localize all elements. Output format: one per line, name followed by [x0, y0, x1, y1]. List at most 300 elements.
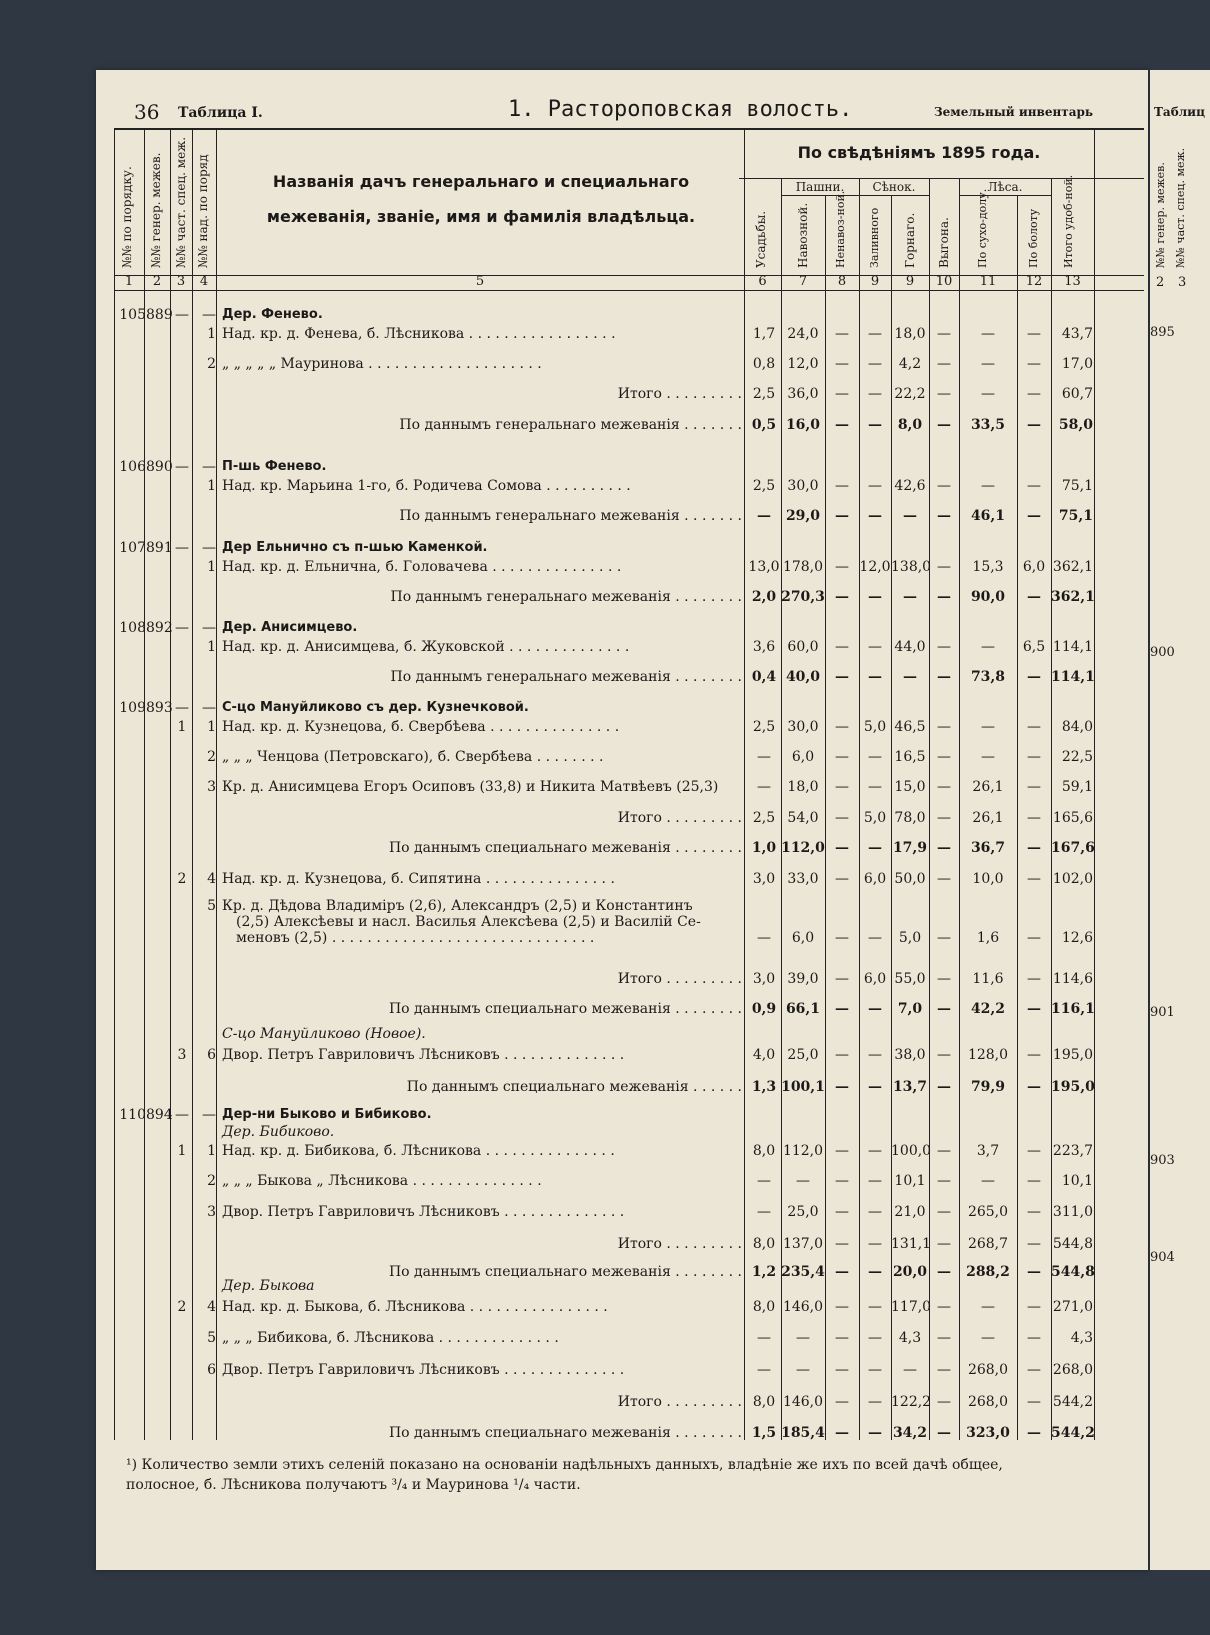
cell-value: 8,0 — [752, 1236, 776, 1252]
cell-value: 3,6 — [752, 639, 776, 655]
row-c3: — — [175, 459, 189, 475]
cell-value: 46,1 — [970, 508, 1006, 524]
cell-value: — — [1027, 508, 1041, 524]
cell-value: 268,0 — [967, 1362, 1009, 1378]
cell-value: 75,1 — [1061, 478, 1093, 494]
row-c4: 1 — [207, 478, 216, 494]
cell-value: 25,0 — [787, 1047, 819, 1063]
cell-value: 0,5 — [751, 417, 777, 433]
cell-value: — — [835, 1047, 849, 1063]
next-page-table-label: Таблиц — [1154, 105, 1205, 119]
row-c2: 892 — [146, 620, 173, 636]
cell-value: 60,0 — [787, 639, 819, 655]
cell-value: — — [835, 1299, 849, 1315]
cell-value: 13,7 — [892, 1079, 928, 1095]
cell-value: 12,6 — [1061, 930, 1093, 946]
cell-value: — — [1027, 1394, 1041, 1410]
row-c4: 3 — [207, 1204, 216, 1220]
cell-value: 6,0 — [791, 749, 815, 765]
col-head-usadby: Усадьбы. — [754, 210, 768, 268]
row-name-continued: (2,5) Алексѣевы и насл. Василья Алексѣева (2,5) и Василій Се- — [236, 914, 701, 930]
cell-value: 10,1 — [1061, 1173, 1093, 1189]
row-c3: — — [175, 540, 189, 556]
cell-value: 8,0 — [752, 1394, 776, 1410]
cell-value: 116,1 — [1051, 1001, 1095, 1017]
column-number: 10 — [935, 274, 953, 289]
row-name: Над. кр. д. Кузнецова, б. Свербѣева . . . . . . . . . . . . . . . — [222, 719, 620, 735]
row-name: Итого . . . . . . . . . — [617, 386, 742, 402]
row-c4: — — [202, 620, 216, 636]
cell-value: 10,1 — [894, 1173, 926, 1189]
cell-value: — — [1027, 871, 1041, 887]
cell-value: — — [937, 1173, 951, 1189]
row-name: Итого . . . . . . . . . — [617, 810, 742, 826]
cell-value: — — [1027, 1299, 1041, 1315]
row-c4: — — [202, 459, 216, 475]
row-name: Над. кр. д. Ельнична, б. Головачева . . . . . . . . . . . . . . . — [222, 559, 622, 575]
cell-value: 138,0 — [891, 559, 932, 575]
cell-value: 16,0 — [785, 417, 821, 433]
cell-value: 544,8 — [1052, 1236, 1093, 1252]
cell-value: 6,5 — [1022, 639, 1046, 655]
cell-value: — — [835, 971, 849, 987]
cell-value: 5,0 — [863, 719, 887, 735]
table-row — [96, 715, 1148, 739]
column-number: 9 — [870, 274, 880, 289]
cell-value: 0,4 — [751, 669, 777, 685]
cell-value: — — [937, 1079, 951, 1095]
cell-value: 0,8 — [752, 356, 776, 372]
cell-value: — — [937, 719, 951, 735]
cell-value: 39,0 — [787, 971, 819, 987]
cell-value: 4,3 — [898, 1330, 922, 1346]
cell-value: 100,0 — [891, 1143, 932, 1159]
cell-value: — — [868, 589, 882, 605]
row-c1: 105 — [119, 307, 146, 323]
cell-value: — — [1027, 1173, 1041, 1189]
cell-value: 26,1 — [972, 810, 1004, 826]
row-name: Дер. Быкова — [222, 1278, 315, 1294]
cell-value: — — [1027, 1330, 1041, 1346]
row-name: Дер. Бибиково. — [222, 1124, 335, 1140]
cell-value: — — [835, 1362, 849, 1378]
table-row — [96, 1390, 1148, 1414]
table-row — [96, 555, 1148, 579]
cell-value: 17,0 — [1061, 356, 1093, 372]
cell-value: 544,2 — [1052, 1394, 1093, 1410]
cell-value: — — [835, 1264, 849, 1280]
cell-value: 21,0 — [894, 1204, 926, 1220]
cell-value: — — [981, 326, 995, 342]
cell-value: 4,2 — [898, 356, 922, 372]
cell-value: — — [937, 669, 951, 685]
cell-value: 3,0 — [752, 971, 776, 987]
row-name: Кр. д. Анисимцева Егоръ Осиповъ (33,8) и Никита Матвѣевъ (25,3) — [222, 779, 719, 795]
cell-value: — — [757, 1204, 771, 1220]
table-row — [96, 1326, 1148, 1350]
cell-value: — — [868, 1001, 882, 1017]
col-head-po-suho: По сухо-долу. — [976, 188, 989, 268]
table-row — [96, 967, 1148, 991]
cell-value: — — [937, 871, 951, 887]
cell-value: — — [1027, 971, 1041, 987]
row-name: По даннымъ генеральнаго межеванія . . . . . . . . — [390, 589, 742, 605]
cell-value: — — [835, 1394, 849, 1410]
cell-value: 544,2 — [1051, 1425, 1095, 1441]
sub-rule — [781, 195, 929, 196]
row-name: По даннымъ специальнаго межеванія . . . . . . . . — [388, 1425, 742, 1441]
row-name: „ „ „ „ „ Мауринова . . . . . . . . . . . . . . . . . . . . — [222, 356, 542, 372]
cell-value: — — [1027, 1079, 1041, 1095]
cell-value: 1,5 — [751, 1425, 777, 1441]
cell-value: — — [835, 1001, 849, 1017]
column-number: 3 — [176, 274, 186, 289]
cell-value: 10,0 — [972, 871, 1004, 887]
cell-value: 42,6 — [894, 478, 926, 494]
cell-value: 114,1 — [1052, 639, 1093, 655]
row-c4: 4 — [207, 871, 216, 887]
cell-value: — — [835, 669, 849, 685]
row-name: По даннымъ специальнаго межеванія . . . . . . . . — [388, 1264, 742, 1280]
cell-value: 3,0 — [752, 871, 776, 887]
cell-value: — — [835, 840, 849, 856]
row-name: По даннымъ специальнаго межеванія . . . . . . . . — [388, 840, 742, 856]
cell-value: 102,0 — [1052, 871, 1093, 887]
cell-value: — — [835, 639, 849, 655]
row-name: Над. кр. д. Бибикова, б. Лѣсникова . . . . . . . . . . . . . . . — [222, 1143, 615, 1159]
cell-value: — — [1027, 1362, 1041, 1378]
cell-value: 13,0 — [748, 559, 780, 575]
cell-value: — — [868, 1264, 882, 1280]
cell-value: 75,1 — [1058, 508, 1093, 524]
cell-value: 146,0 — [782, 1394, 824, 1410]
table-row — [96, 413, 1148, 437]
row-c4: 1 — [207, 326, 216, 342]
cell-value: — — [868, 478, 882, 494]
cell-value: — — [868, 1299, 882, 1315]
cell-value: — — [835, 386, 849, 402]
cell-value: 2,0 — [751, 589, 777, 605]
cell-value: — — [981, 386, 995, 402]
cell-value: 33,5 — [970, 417, 1006, 433]
cell-value: 16,5 — [894, 749, 926, 765]
column-number: 2 — [152, 274, 162, 289]
next-page-col-num: 3 — [1178, 275, 1187, 290]
cell-value: 18,0 — [787, 779, 819, 795]
cell-value: — — [868, 1173, 882, 1189]
next-page-entry: 900 — [1150, 645, 1175, 660]
cell-value: 1,3 — [751, 1079, 777, 1095]
cell-value: 146,0 — [782, 1299, 824, 1315]
cell-value: 33,0 — [787, 871, 819, 887]
cell-value: 323,0 — [966, 1425, 1010, 1441]
cell-value: 30,0 — [787, 478, 819, 494]
cell-value: — — [1027, 749, 1041, 765]
cell-value: — — [1027, 386, 1041, 402]
column-number: 7 — [798, 274, 808, 289]
cell-value: — — [835, 779, 849, 795]
table-row — [96, 1295, 1148, 1319]
cell-value: — — [937, 1204, 951, 1220]
cell-value: 1,6 — [976, 930, 1000, 946]
cell-value: 73,8 — [970, 669, 1006, 685]
cell-value: — — [868, 779, 882, 795]
row-name: Дер-ни Быково и Бибиково. — [222, 1107, 432, 1122]
row-c2: 890 — [146, 459, 173, 475]
cell-value: — — [868, 1047, 882, 1063]
row-c3: 3 — [177, 1047, 187, 1063]
cell-value: 58,0 — [1058, 417, 1093, 433]
row-name: По даннымъ специальнаго межеванія . . . . . . . . — [388, 1001, 742, 1017]
cell-value: — — [937, 1425, 951, 1441]
cell-value: — — [937, 559, 951, 575]
cell-value: — — [868, 508, 882, 524]
cell-value: — — [868, 1362, 882, 1378]
row-name: Итого . . . . . . . . . — [617, 1394, 742, 1410]
cell-value: 3,7 — [976, 1143, 1000, 1159]
cell-value: — — [937, 1394, 951, 1410]
cell-value: — — [835, 1330, 849, 1346]
cell-value: 112,0 — [781, 840, 825, 856]
cell-value: — — [757, 749, 771, 765]
cell-value: 167,6 — [1051, 840, 1095, 856]
next-page-col-head: №№ част. спец. меж. — [1174, 147, 1187, 268]
table-label: Таблица I. — [178, 105, 263, 121]
cell-value: — — [835, 589, 849, 605]
cell-value: — — [868, 1394, 882, 1410]
cell-value: — — [937, 971, 951, 987]
cell-value: 178,0 — [782, 559, 824, 575]
cell-value: 42,2 — [970, 1001, 1006, 1017]
row-name: Двор. Петръ Гавриловичъ Лѣсниковъ . . . . . . . . . . . . . . — [222, 1047, 625, 1063]
column-number: 11 — [979, 274, 997, 289]
cell-value: — — [981, 719, 995, 735]
cell-value: 11,6 — [972, 971, 1004, 987]
cell-value: — — [1027, 589, 1041, 605]
cell-value: — — [868, 749, 882, 765]
row-name: П-шь Фенево. — [222, 459, 327, 474]
cell-value: 117,0 — [891, 1299, 932, 1315]
cell-value: 79,9 — [970, 1079, 1006, 1095]
col-head-navosn: Навозной. — [796, 202, 810, 268]
cell-value: 100,1 — [781, 1079, 825, 1095]
cell-value: — — [937, 1143, 951, 1159]
cell-value: — — [903, 1362, 917, 1378]
cell-value: — — [868, 930, 882, 946]
cell-value: — — [937, 930, 951, 946]
cell-value: 2,5 — [752, 810, 776, 826]
column-number: 1 — [124, 274, 134, 289]
column-number: 4 — [199, 274, 209, 289]
table-row — [96, 867, 1148, 891]
cell-value: 90,0 — [970, 589, 1006, 605]
cell-value: — — [937, 508, 951, 524]
cell-value: — — [796, 1330, 810, 1346]
cell-value: 131,1 — [891, 1236, 932, 1252]
page-title: 1. Растороповская волость. — [508, 97, 853, 122]
row-c4: 1 — [207, 719, 216, 735]
cell-value: 362,1 — [1052, 559, 1093, 575]
cell-value: — — [1027, 930, 1041, 946]
row-name: Над. кр. д. Фенева, б. Лѣсникова . . . . . . . . . . . . . . . . . — [222, 326, 616, 342]
row-c2: 894 — [146, 1107, 173, 1123]
cell-value: — — [757, 508, 771, 524]
row-c4: 2 — [207, 1173, 216, 1189]
cell-value: — — [835, 1425, 849, 1441]
col-head-nenavoz: Ненавоз-ной. — [834, 190, 847, 268]
cell-value: 60,7 — [1061, 386, 1093, 402]
running-head-right: Земельный инвентарь — [934, 105, 1094, 119]
row-c4: — — [202, 307, 216, 323]
cell-value: — — [835, 326, 849, 342]
cell-value: — — [835, 719, 849, 735]
cell-value: — — [903, 669, 917, 685]
cell-value: — — [937, 326, 951, 342]
cell-value: — — [868, 1236, 882, 1252]
cell-value: — — [868, 1143, 882, 1159]
cell-value: — — [835, 559, 849, 575]
cell-value: 235,4 — [781, 1264, 825, 1280]
cell-value: 22,5 — [1061, 749, 1093, 765]
cell-value: 137,0 — [782, 1236, 824, 1252]
cell-value: — — [937, 589, 951, 605]
footnote-line-2: полосное, б. Лѣсникова получаютъ ³/₄ и Мауринова ¹/₄ части. — [126, 1477, 581, 1493]
cell-value: — — [868, 356, 882, 372]
cell-value: 271,0 — [1052, 1299, 1093, 1315]
cell-value: 38,0 — [894, 1047, 926, 1063]
column-number: 9 — [905, 274, 915, 289]
cell-value: — — [937, 1236, 951, 1252]
row-c4: 3 — [207, 779, 216, 795]
row-c3: 2 — [177, 1299, 187, 1315]
cell-value: — — [937, 810, 951, 826]
lesa-head: Лѣса. — [987, 180, 1023, 194]
cell-value: 0,9 — [751, 1001, 777, 1017]
row-name: Над. кр. д. Анисимцева, б. Жуковской . . . . . . . . . . . . . . — [222, 639, 630, 655]
cell-value: 17,9 — [892, 840, 928, 856]
row-name: С-цо Мануйликово съ дер. Кузнечковой. — [222, 700, 529, 715]
cell-value: — — [981, 1173, 995, 1189]
table-row — [96, 1169, 1148, 1193]
cell-value: 122,2 — [891, 1394, 932, 1410]
cell-value: — — [835, 1236, 849, 1252]
cell-value: 36,0 — [787, 386, 819, 402]
table-row — [96, 1075, 1148, 1099]
cell-value: — — [981, 1299, 995, 1315]
cell-value: — — [868, 326, 882, 342]
cell-value: — — [757, 1173, 771, 1189]
cell-value: — — [1027, 810, 1041, 826]
cell-value: 59,1 — [1061, 779, 1093, 795]
cell-value: — — [937, 1047, 951, 1063]
cell-value: — — [1027, 1425, 1041, 1441]
cell-value: 46,5 — [894, 719, 926, 735]
row-c4: 1 — [207, 639, 216, 655]
sub-rule — [959, 195, 1051, 196]
table-row — [96, 806, 1148, 830]
next-page-entry: 901 — [1150, 1005, 1175, 1020]
cell-value: 22,2 — [894, 386, 926, 402]
cell-value: — — [796, 1173, 810, 1189]
row-name: По даннымъ генеральнаго межеванія . . . . . . . — [399, 417, 742, 433]
cell-value: — — [835, 508, 849, 524]
row-c4: 2 — [207, 749, 216, 765]
cell-value: 43,7 — [1061, 326, 1093, 342]
cell-value: 20,0 — [892, 1264, 928, 1280]
cell-value: — — [937, 639, 951, 655]
row-name: Над. кр. д. Быкова, б. Лѣсникова . . . . . . . . . . . . . . . . — [222, 1299, 608, 1315]
cell-value: — — [1027, 1047, 1041, 1063]
group-rule — [739, 178, 1144, 179]
cell-value: 544,8 — [1051, 1264, 1095, 1280]
cell-value: — — [868, 669, 882, 685]
name-column-head-2: межеванія, званіе, имя и фамилія владѣльца. — [266, 207, 696, 226]
cell-value: — — [835, 1079, 849, 1095]
senok-head: Сѣнок. — [872, 180, 916, 194]
cell-value: — — [757, 1330, 771, 1346]
cell-value: 25,0 — [787, 1204, 819, 1220]
document-page — [96, 70, 1148, 1570]
cell-value: 8,0 — [897, 417, 923, 433]
row-c4: 1 — [207, 559, 216, 575]
cell-value: — — [1027, 326, 1041, 342]
table-row — [96, 997, 1148, 1021]
row-name: Кр. д. Дѣдова Владиміръ (2,6), Александръ (2,5) и Константинъ — [222, 898, 693, 914]
table-row — [96, 1232, 1148, 1256]
row-name-continued: меновъ (2,5) . . . . . . . . . . . . . . . . . . . . . . . . . . . . . . — [236, 930, 595, 946]
row-c4: 6 — [207, 1362, 216, 1378]
cell-value: — — [937, 1299, 951, 1315]
cell-value: — — [937, 1362, 951, 1378]
cell-value: 195,0 — [1051, 1079, 1095, 1095]
table-row — [96, 352, 1148, 376]
cell-value: 18,0 — [894, 326, 926, 342]
row-c4: 5 — [207, 898, 216, 914]
next-page-entry: 895 — [1150, 325, 1175, 340]
cell-value: 5,0 — [898, 930, 922, 946]
cell-value: — — [1027, 356, 1041, 372]
cell-value: — — [937, 1264, 951, 1280]
cell-value: — — [903, 589, 917, 605]
cell-value: 30,0 — [787, 719, 819, 735]
cell-value: — — [868, 840, 882, 856]
next-page-entry: 903 — [1150, 1153, 1175, 1168]
cell-value: — — [937, 478, 951, 494]
cell-value: — — [835, 1173, 849, 1189]
cell-value: 54,0 — [787, 810, 819, 826]
table-row — [96, 665, 1148, 689]
cell-value: — — [868, 386, 882, 402]
cell-value: — — [981, 478, 995, 494]
cell-value: — — [757, 1362, 771, 1378]
cell-value: 165,6 — [1052, 810, 1093, 826]
row-c4: 6 — [207, 1047, 216, 1063]
cell-value: 223,7 — [1052, 1143, 1093, 1159]
cell-value: 185,4 — [781, 1425, 825, 1441]
cell-value: — — [835, 930, 849, 946]
cell-value: — — [937, 1001, 951, 1017]
cell-value: 66,1 — [785, 1001, 821, 1017]
cell-value: 270,3 — [781, 589, 825, 605]
cell-value: 8,0 — [752, 1299, 776, 1315]
cell-value: — — [868, 1204, 882, 1220]
cell-value: — — [835, 478, 849, 494]
table-row — [96, 1200, 1148, 1224]
cell-value: 112,0 — [782, 1143, 824, 1159]
table-row — [96, 836, 1148, 860]
row-c4: 5 — [207, 1330, 216, 1346]
cell-value: — — [1027, 1264, 1041, 1280]
